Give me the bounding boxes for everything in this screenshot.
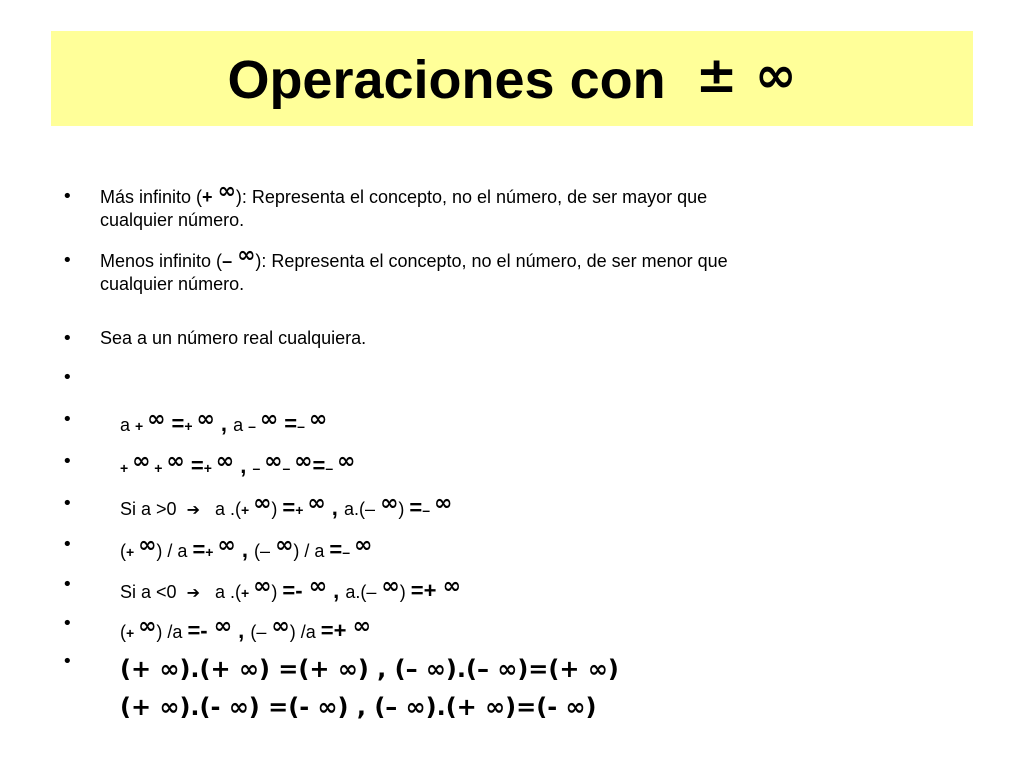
infinity-symbol: ∞ — [138, 614, 157, 639]
plus-sign: + — [203, 460, 216, 476]
infinity-symbol: ∞ — [337, 449, 356, 474]
equals-sign: =- — [282, 578, 309, 603]
math-text: a.(– — [344, 499, 381, 519]
minus-sign: – — [342, 544, 354, 560]
infinity-symbol: ∞ — [442, 574, 461, 599]
item-text: ): Representa el concepto, no el número, de ser mayor que — [235, 187, 708, 207]
infinity-symbol: ∞ — [380, 491, 399, 516]
item-text: cualquier número. — [100, 274, 245, 294]
math-text: a .( — [215, 582, 242, 602]
item-text: Sea a un número real cualquiera. — [100, 328, 367, 348]
plus-sign: + — [241, 502, 254, 518]
list-item — [62, 179, 920, 232]
minus-sign: – — [252, 460, 265, 476]
minus-sign: – — [248, 418, 260, 434]
comma: , — [214, 411, 234, 436]
math-text: ) — [399, 582, 411, 602]
bullet: • — [62, 186, 73, 207]
math-identity: (+ ∞).(+ ∞) =(+ ∞) , (– ∞).(– ∞)=(+ ∞) — [120, 655, 619, 683]
bullet: • — [62, 574, 73, 595]
minus-sign: – — [282, 460, 295, 476]
plus-minus-infinity-symbol: ± ∞ — [695, 45, 797, 104]
plus-sign: + — [202, 187, 218, 207]
equals-sign: = — [409, 495, 423, 520]
infinity-symbol: ∞ — [196, 407, 215, 432]
infinity-symbol: ∞ — [132, 449, 151, 474]
bullet: • — [62, 367, 73, 388]
minus-sign: – — [325, 460, 338, 476]
math-identity: (+ ∞).(- ∞) =(- ∞) , (– ∞).(+ ∞)=(- ∞) — [120, 693, 597, 721]
infinity-symbol: ∞ — [253, 491, 272, 516]
infinity-symbol: ∞ — [264, 449, 283, 474]
equals-sign: = — [282, 495, 296, 520]
comma: , — [327, 578, 346, 603]
equals-sign: =+ — [320, 618, 353, 643]
minus-sign: – — [222, 251, 238, 271]
list-item — [62, 243, 920, 296]
plus-sign: + — [205, 544, 218, 560]
math-text: ) / a — [156, 541, 193, 561]
equals-sign: = — [192, 537, 206, 562]
math-text: a.(– — [345, 582, 382, 602]
plus-sign: + — [126, 625, 139, 641]
infinity-symbol: ∞ — [217, 533, 236, 558]
math-text: a — [120, 415, 136, 435]
math-text: ( — [120, 541, 127, 561]
equals-sign: = — [329, 537, 343, 562]
equals-sign: = — [184, 453, 204, 478]
infinity-symbol: ∞ — [353, 533, 373, 558]
math-text: ) /a — [289, 622, 321, 642]
infinity-symbol: ∞ — [213, 614, 233, 639]
infinity-symbol: ∞ — [294, 449, 313, 474]
math-text: ) — [398, 499, 410, 519]
plus-sign: + — [126, 544, 139, 560]
math-text: (– — [250, 622, 272, 642]
equals-sign: =- — [187, 618, 214, 643]
math-text: ( — [120, 622, 127, 642]
plus-sign: + — [150, 460, 167, 476]
equals-sign: = — [165, 411, 185, 436]
infinity-symbol: ∞ — [215, 449, 235, 474]
infinity-symbol: ∞ — [271, 614, 290, 639]
bullet: • — [62, 328, 73, 349]
bullet: • — [62, 651, 73, 672]
title-text: Operaciones con — [227, 49, 666, 110]
plus-sign: + — [120, 460, 133, 476]
plus-sign: + — [184, 418, 197, 434]
infinity-symbol: ∞ — [352, 614, 371, 639]
math-text: ) — [271, 582, 283, 602]
plus-sign: + — [135, 418, 148, 434]
plus-sign: + — [241, 585, 254, 601]
bullet: • — [62, 613, 73, 634]
equals-sign: =+ — [410, 578, 443, 603]
infinity-symbol: ∞ — [275, 533, 294, 558]
bullet: • — [62, 451, 73, 472]
infinity-symbol: ∞ — [307, 491, 326, 516]
list-item — [62, 327, 920, 350]
math-text: a — [233, 415, 249, 435]
infinity-symbol: ∞ — [253, 574, 272, 599]
math-text: a .( — [215, 499, 242, 519]
minus-sign: – — [297, 418, 309, 434]
math-text: ) — [271, 499, 283, 519]
item-text: Menos infinito ( — [100, 251, 223, 271]
minus-sign: – — [422, 502, 434, 518]
item-text: cualquier número. — [100, 210, 245, 230]
condition-text: Si a <0 — [120, 582, 177, 602]
condition-text: Si a >0 — [120, 499, 177, 519]
infinity-symbol: ∞ — [308, 407, 328, 432]
infinity-symbol: ∞ — [381, 574, 400, 599]
plus-sign: + — [295, 502, 308, 518]
infinity-symbol: ∞ — [237, 243, 256, 268]
infinity-symbol: ∞ — [138, 533, 157, 558]
item-text: Más infinito ( — [100, 187, 203, 207]
bullet: • — [62, 493, 73, 514]
infinity-symbol: ∞ — [166, 449, 185, 474]
infinity-symbol: ∞ — [433, 491, 453, 516]
bullet: • — [62, 534, 73, 555]
math-text: ) / a — [293, 541, 330, 561]
arrow-right-icon: ➔ — [186, 583, 200, 602]
arrow-right-icon: ➔ — [186, 500, 200, 519]
infinity-symbol: ∞ — [217, 179, 236, 204]
equals-sign: = — [278, 411, 298, 436]
list-item — [62, 650, 920, 744]
infinity-symbol: ∞ — [308, 574, 328, 599]
bullet: • — [62, 250, 73, 271]
comma: , — [235, 537, 255, 562]
comma: , — [234, 453, 253, 478]
bullet: • — [62, 409, 73, 430]
math-text: (– — [254, 541, 276, 561]
infinity-symbol: ∞ — [259, 407, 279, 432]
comma: , — [232, 618, 251, 643]
math-text: ) /a — [156, 622, 188, 642]
equals-sign: = — [312, 453, 326, 478]
item-text: ): Representa el concepto, no el número, de ser menor que — [255, 251, 728, 271]
comma: , — [325, 495, 345, 520]
infinity-symbol: ∞ — [147, 407, 166, 432]
